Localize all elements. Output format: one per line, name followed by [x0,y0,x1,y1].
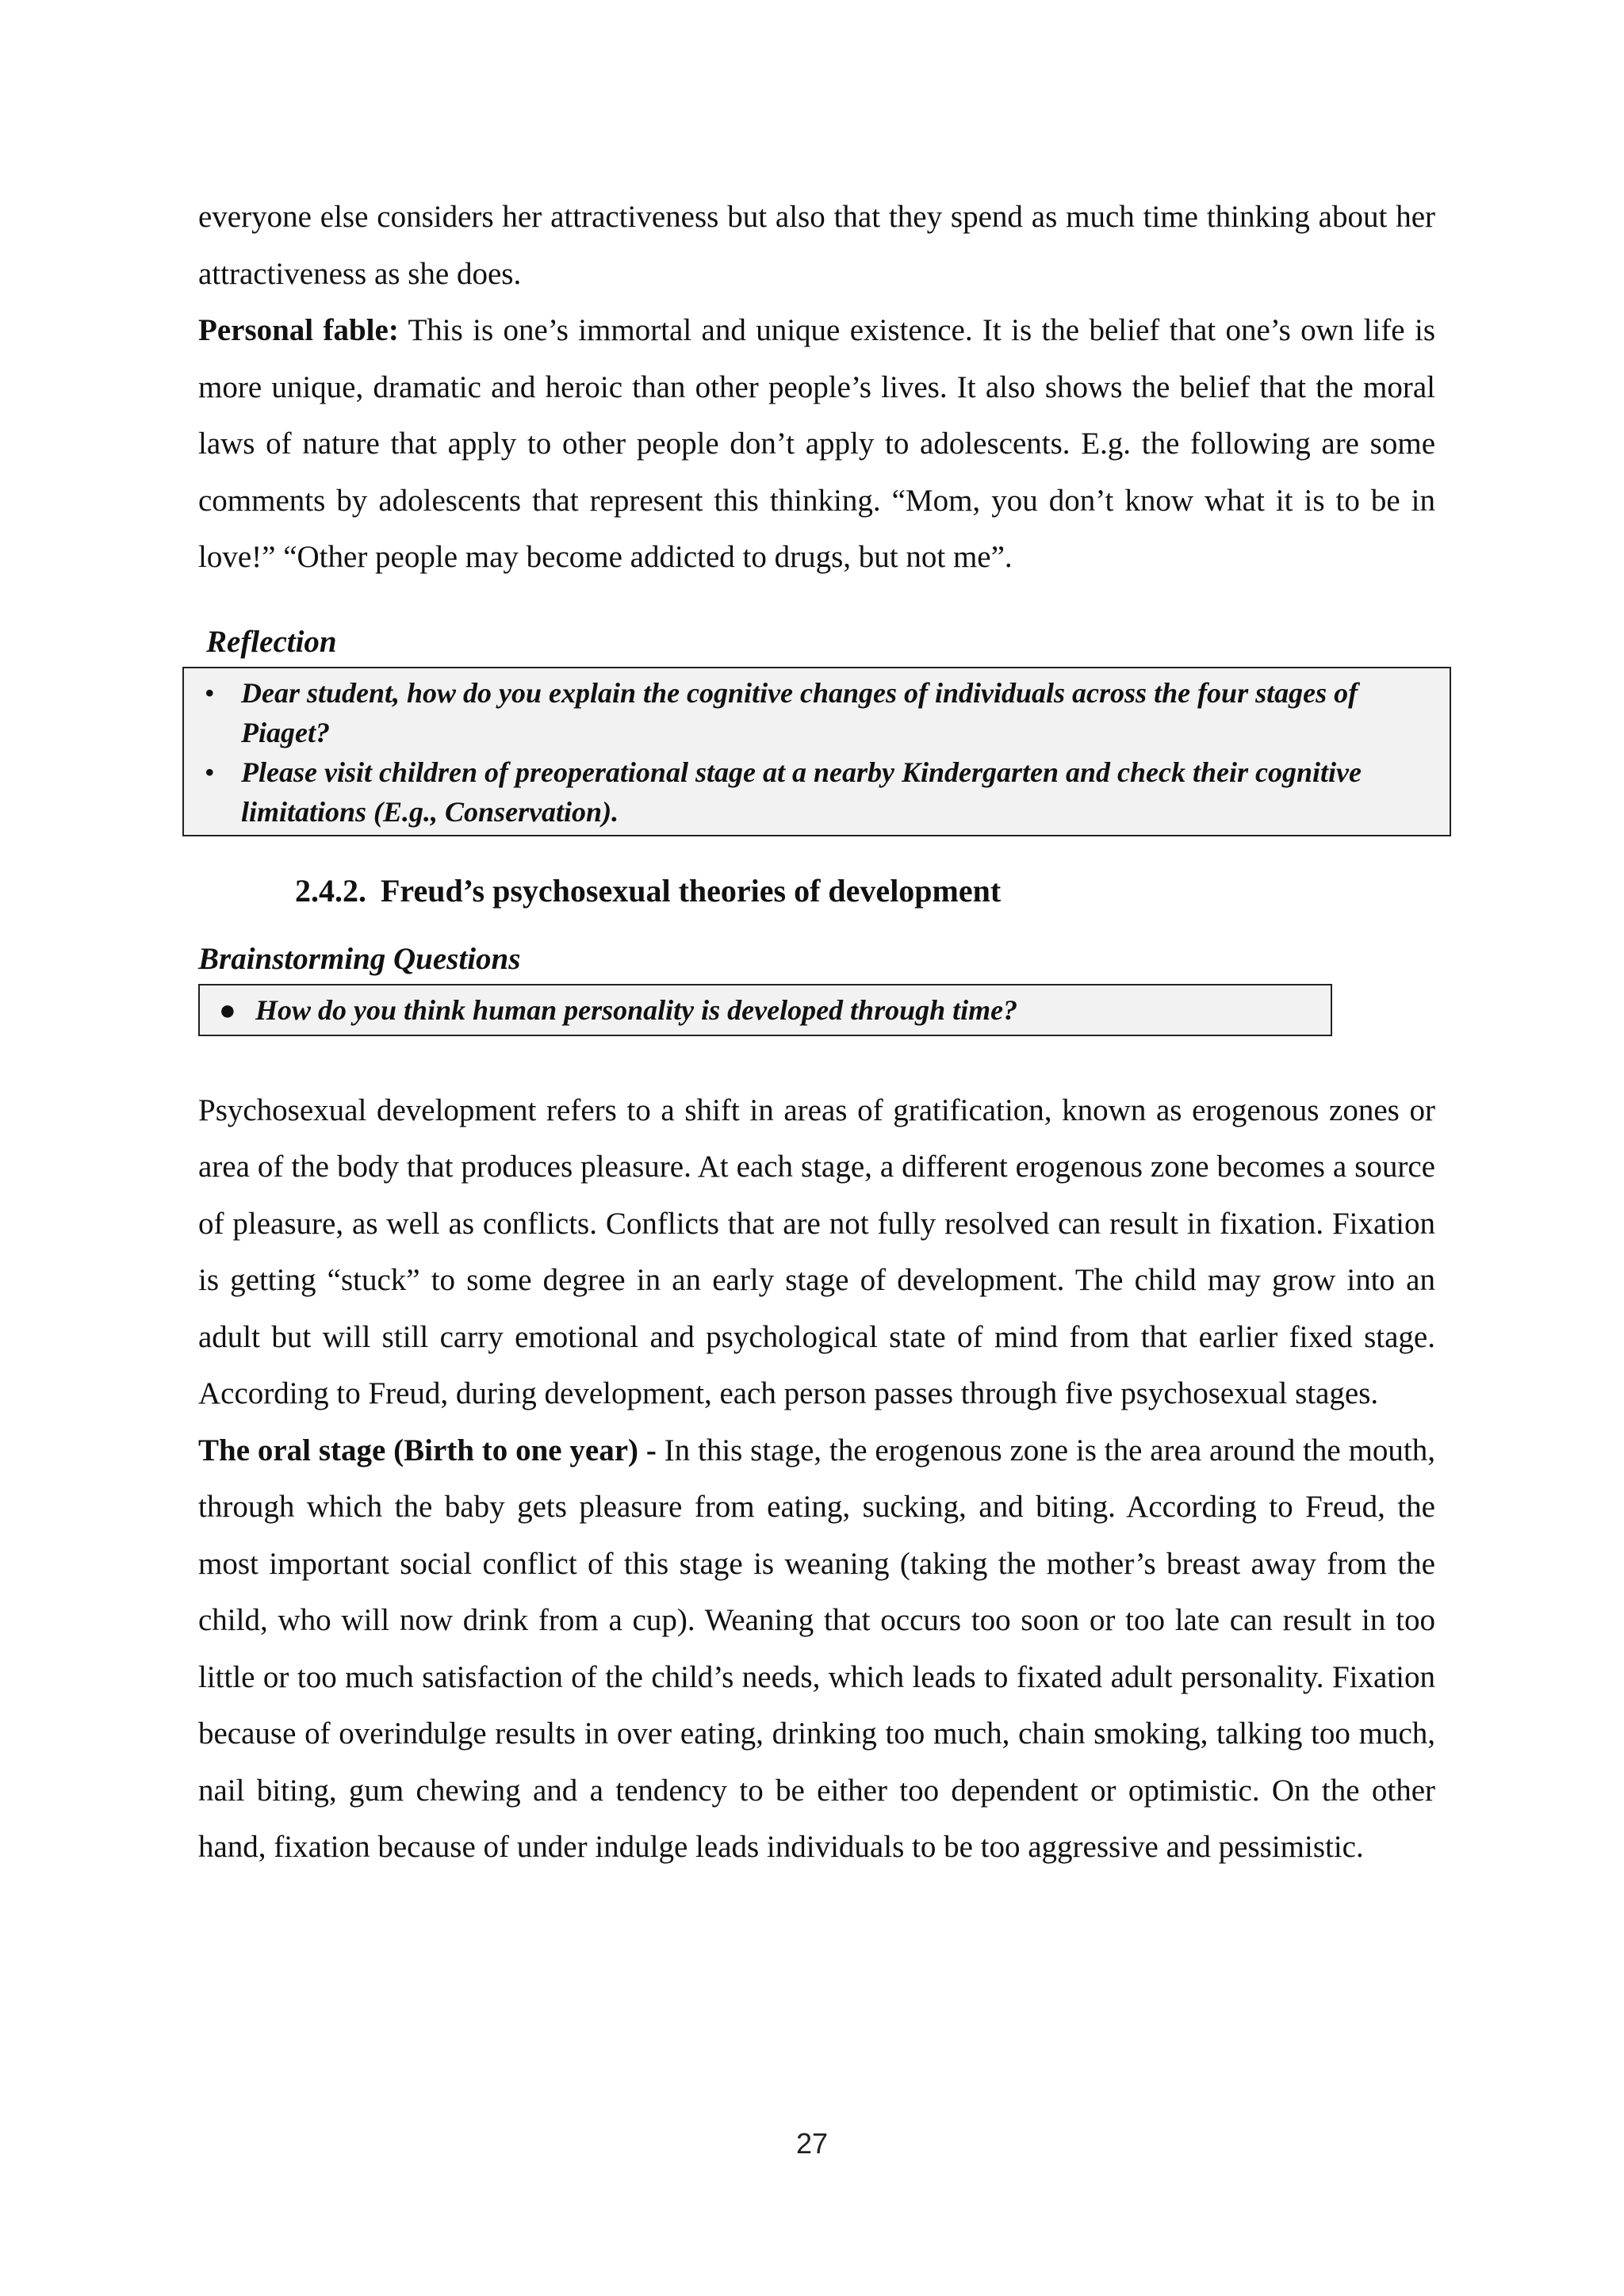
personal-fable-term: Personal fable: [198,313,399,347]
page-number: 27 [795,2127,829,2160]
intro-paragraph: everyone else considers her attractiveness but also that they spend as much time thinking about her attractiveness as she does. [198,200,1435,291]
brainstorming-box [198,984,1332,1036]
reflection-item [200,752,1437,832]
bullet-icon: ● [219,993,236,1026]
brainstorming-item-text: How do you think human personality is developed through time? [255,993,1018,1026]
reflection-item [200,673,1437,752]
reflection-heading: Reflection [206,624,337,659]
reflection-box [182,667,1451,836]
bullet-icon: • [205,756,215,788]
section-number: 2.4.2. [295,872,366,909]
psychosexual-paragraph: Psychosexual development refers to a shift in areas of gratification, known as erogenous zones or area of the body that produces pleasure. At each stage, a different erogenous zone becomes a source of pleasure, as well as conflicts. Conflicts that are not fully resolved can result in fixation. Fixation is getting “stuck” to some degree in an early stage of development. The child may grow into an adult but will still carry emotional and psychological state of mind from that earlier fixed stage. According to Freud, during development, each person passes through five psychosexual stages. [198,1093,1435,1410]
bullet-icon: • [205,676,215,709]
brainstorming-heading: Brainstorming Questions [198,941,521,976]
personal-fable-paragraph [198,302,1435,586]
reflection-list [184,668,1450,835]
oral-stage-paragraph [198,1422,1435,1876]
section-heading [295,870,1435,913]
page-content [198,189,1435,1876]
section-title: Freud’s psychosexual theories of development [381,872,1002,909]
brainstorming-list [200,985,1331,1035]
reflection-item-text: Please visit children of preoperational stage at a nearby Kindergarten and check their cognitive limitations (E.g., Conservation). [241,756,1362,828]
personal-fable-text: This is one’s immortal and unique existence. It is the belief that one’s own life is more unique, dramatic and heroic than other people’s lives. It also shows the belief that the moral laws of nature that apply to other people don’t apply to adolescents. E.g. the following are some comments by adolescents that represent this thinking. “Mom, you don’t know what it is to be in love!” “Other people may become addicted to drugs, but not me”. [198,313,1435,574]
oral-stage-term: The oral stage (Birth to one year) - [198,1433,657,1468]
reflection-item-text: Dear student, how do you explain the cognitive changes of individuals across the four stages of Piaget? [241,676,1358,748]
brainstorming-item [214,990,1318,1030]
oral-stage-text: In this stage, the erogenous zone is the area around the mouth, through which the baby gets pleasure from eating, sucking, and biting. According to Freud, the most important social conflict of this stage is weaning (taking the mother’s breast away from the child, who will now drink from a cup). Weaning that occurs too soon or too late can result in too little or too much satisfaction of the child’s needs, which leads to fixated adult personality. Fixation because of overindulge results in over eating, drinking too much, chain smoking, talking too much, nail biting, gum chewing and a tendency to be either too dependent or optimistic. On the other hand, fixation because of under indulge leads individuals to be too aggressive and pessimistic. [198,1433,1435,1864]
